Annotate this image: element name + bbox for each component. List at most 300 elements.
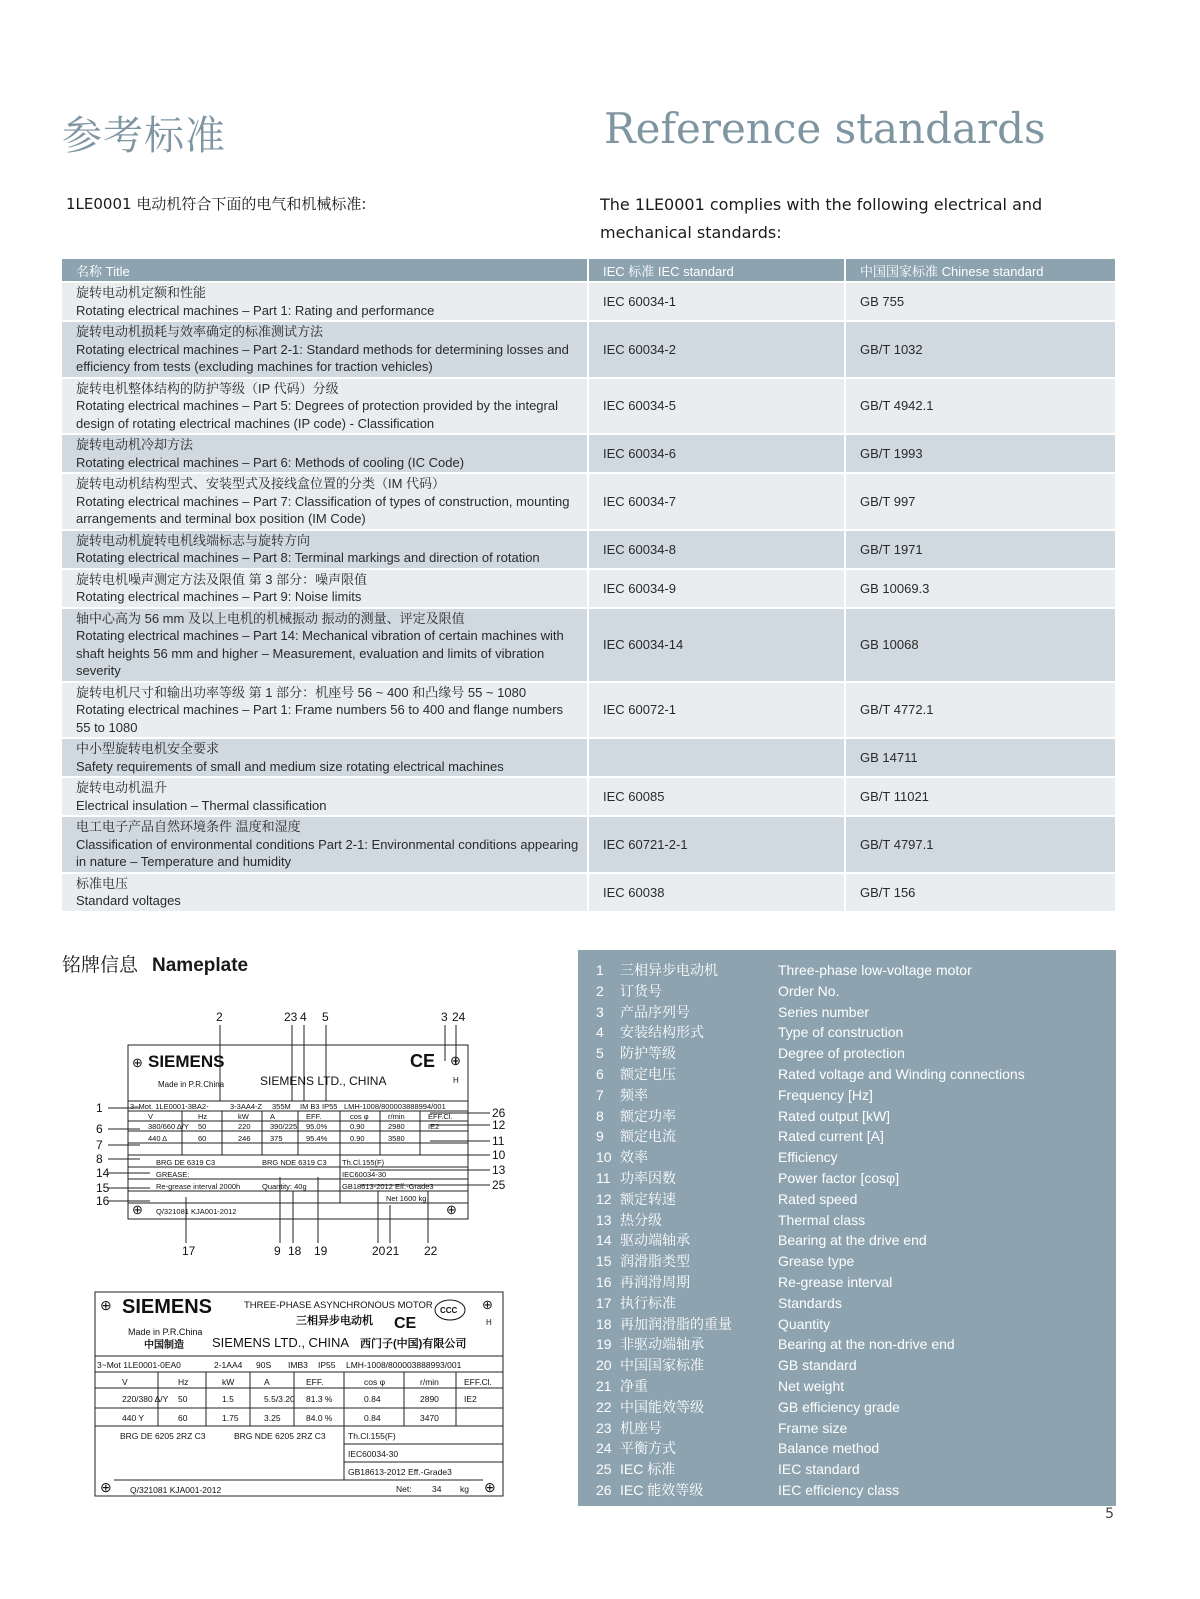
standard-title-cell [62, 473, 588, 530]
legend-label-cn: 产品序列号 [620, 1003, 690, 1020]
nameplate-cell: EFF. [306, 1377, 324, 1387]
iec-standard-cell: IEC 60072-1 [588, 682, 845, 739]
nameplate-diagram-1 [90, 1005, 510, 1267]
nameplate-cell: 2890 [420, 1394, 439, 1404]
plate2-made-in: Made in P.R.China [128, 1327, 203, 1337]
nameplate-cell: Hz [198, 1112, 208, 1121]
table-row [62, 378, 1116, 435]
chinese-standard-cell: GB/T 4797.1 [845, 816, 1116, 873]
standard-title-cell [62, 738, 588, 777]
nameplate-cell: 0.84 [364, 1394, 381, 1404]
legend-number: 24 [596, 1440, 612, 1457]
nameplate-cell: 246 [238, 1134, 251, 1143]
plate1-order: 3-3AA4-Z [230, 1102, 263, 1111]
legend-item [596, 1418, 847, 1438]
iec-standard-cell: IEC 60034-7 [588, 473, 845, 530]
nameplate-cell: 3.25 [264, 1413, 281, 1423]
iec-standard-cell: IEC 60034-14 [588, 608, 845, 682]
nameplate-cell: r/min [388, 1112, 405, 1121]
callout-number: 3 [441, 1010, 448, 1024]
standard-title-en: Rotating electrical machines – Part 1: Rating and performance [76, 302, 435, 318]
nameplate-cell: V [148, 1112, 154, 1121]
legend-number: 14 [596, 1232, 612, 1249]
table-row [62, 873, 1116, 911]
callout-number: 24 [452, 1010, 466, 1024]
standard-title-en: Rotating electrical machines – Part 14: Mechanical vibration of certain machines with shaft heights 56 mm and higher – Measurement, evaluation and limits of vibration severity [76, 628, 564, 678]
plate2-ccc-text: CCC [440, 1306, 458, 1315]
table-row [62, 682, 1116, 739]
legend-label-cn: 安装结构形式 [620, 1024, 704, 1041]
legend-label-cn: 非驱动端轴承 [620, 1336, 704, 1353]
legend-item [596, 1480, 899, 1500]
legend-number: 2 [596, 982, 604, 999]
callout-number: 16 [96, 1194, 110, 1208]
nameplate-cell: 81.3 % [306, 1394, 333, 1404]
plate1-thcl: Th.Cl.155(F) [342, 1158, 385, 1167]
plate1-company: SIEMENS LTD., CHINA [260, 1074, 387, 1088]
standards-table [62, 259, 1117, 911]
nameplate-cell: V [122, 1377, 128, 1387]
legend-label-en: Efficiency [778, 1149, 838, 1166]
callout-number: 20 [372, 1244, 386, 1258]
legend-label-en: IEC efficiency class [778, 1482, 900, 1498]
iec-standard-cell: IEC 60034-2 [588, 321, 845, 378]
nameplate-cell: IE2 [428, 1122, 440, 1131]
legend-label-cn: 效率 [620, 1149, 648, 1166]
intro-text-en: The 1LE0001 complies with the following electrical and mechanical standards: [600, 195, 1043, 242]
plate2-gb: GB18613-2012 Eff.-Grade3 [348, 1467, 452, 1477]
legend-label-en: Balance method [778, 1440, 880, 1457]
iec-standard-cell: IEC 60085 [588, 777, 845, 816]
legend-item [596, 981, 839, 1001]
callout-number: 18 [288, 1244, 302, 1258]
plate2-net-unit: kg [460, 1484, 469, 1494]
nameplate-cell: A [270, 1112, 276, 1121]
plate2-frame: 90S [256, 1360, 272, 1370]
legend-number: 21 [596, 1378, 612, 1394]
plate2-company: SIEMENS LTD., CHINA [212, 1335, 350, 1350]
nameplate-cell: 60 [198, 1134, 207, 1143]
plate2-ip: IP55 [318, 1360, 336, 1370]
legend-number: 13 [596, 1211, 612, 1228]
nameplate-cell: r/min [420, 1377, 439, 1387]
nameplate-cell: EFF. [306, 1112, 322, 1121]
plate1-net-weight: Net 1600 kg [386, 1194, 427, 1203]
legend-item [596, 1376, 844, 1396]
table-row [62, 282, 1116, 321]
standard-title-en: Rotating electrical machines – Part 6: Methods of cooling (IC Code) [76, 454, 465, 470]
legend-label-cn: 执行标准 [620, 1294, 676, 1311]
plate2-thcl: Th.Cl.155(F) [348, 1431, 396, 1441]
plate1-brg-de: BRG DE 6319 C3 [156, 1158, 216, 1167]
nameplate-cell: 440 Δ [148, 1134, 168, 1143]
plate1-made-in: Made in P.R.China [158, 1080, 225, 1089]
page-title-cn: 参考标准 [62, 113, 226, 159]
page-title-en: Reference standards [604, 104, 1046, 153]
nameplate-cell: 1.75 [222, 1413, 239, 1423]
legend-label-en: Net weight [778, 1378, 845, 1394]
legend-label-cn: 机座号 [620, 1419, 662, 1436]
legend-label-cn: 频率 [620, 1086, 648, 1103]
chinese-standard-cell: GB/T 997 [845, 473, 1116, 530]
plate2-made-in-cn: 中国制造 [144, 1340, 184, 1351]
plate2-mount-icon-br: ⊕ [484, 1479, 496, 1495]
plate2-serial: LMH-1008/800003888993/001 [346, 1360, 462, 1370]
standard-title-cell [62, 682, 588, 739]
legend-number: 15 [596, 1253, 612, 1270]
nameplate-cell: EFF.Cl. [464, 1377, 492, 1387]
plate1-mount-icon-br: ⊕ [446, 1202, 457, 1217]
legend-label-cn: 额定转速 [620, 1190, 676, 1207]
legend-item [596, 1147, 838, 1167]
legend-number: 4 [596, 1024, 604, 1041]
plate2-title-cn: 三相异步电动机 [296, 1315, 373, 1327]
iec-standard-cell: IEC 60034-8 [588, 530, 845, 569]
standard-title-cn: 旋转电机尺寸和输出功率等级 第 1 部分：机座号 56 ~ 400 和凸缘号 55 ~ 1080 [76, 684, 527, 700]
plate2-title-en: THREE-PHASE ASYNCHRONOUS MOTOR [244, 1300, 433, 1311]
iec-standard-cell: IEC 60034-9 [588, 569, 845, 608]
plate2-h-mark: H [486, 1318, 492, 1327]
legend-number: 1 [596, 962, 604, 978]
plate2-net-value: 34 [432, 1484, 442, 1494]
standard-title-en: Rotating electrical machines – Part 2-1: Standard methods for determining losses and efficiency from tests (excluding machines for traction vehicles) [76, 341, 569, 374]
legend-item [596, 1168, 899, 1188]
callout-number: 25 [492, 1178, 506, 1192]
nameplate-cell: 375 [270, 1134, 283, 1143]
table-header-row [62, 259, 1116, 282]
legend-label-cn: 额定电流 [620, 1128, 676, 1145]
legend-number: 20 [596, 1357, 612, 1374]
legend-label-en: Bearing at the drive end [778, 1232, 927, 1249]
callout-number: 7 [96, 1138, 103, 1152]
legend-label-en: Order No. [778, 982, 840, 999]
iec-standard-cell: IEC 60034-6 [588, 434, 845, 473]
nameplate-cell: kW [238, 1112, 249, 1121]
legend-number: 3 [596, 1003, 604, 1020]
nameplate-cell: cos φ [364, 1377, 386, 1387]
callout-number: 21 [386, 1244, 400, 1258]
legend-label-cn: 净重 [620, 1378, 648, 1394]
callout-number: 8 [96, 1152, 103, 1166]
plate1-gb: GB18613-2012 Eff.-Grade3 [342, 1182, 434, 1191]
standard-title-en: Rotating electrical machines – Part 1: Frame numbers 56 to 400 and flange numbers 55 to 1080 [76, 702, 564, 735]
nameplate-cell: 220 [238, 1122, 251, 1131]
legend-number: 22 [596, 1398, 612, 1415]
legend-item [596, 1293, 842, 1313]
legend-label-cn: 再加润滑脂的重量 [620, 1315, 732, 1332]
legend-item [596, 1043, 905, 1063]
legend-label-en: Rated output [kW] [778, 1107, 891, 1124]
plate1-iec: IEC60034-30 [342, 1170, 387, 1179]
callout-number: 14 [96, 1166, 110, 1180]
nameplate-cell: 220/380 Δ/Y [122, 1394, 169, 1404]
standard-title-cn: 轴中心高为 56 mm 及以上电机的机械振动 振动的测量、评定及限值 [76, 610, 465, 626]
standard-title-cn: 旋转电机整体结构的防护等级（IP 代码）分级 [76, 380, 339, 396]
legend-label-en: Degree of protection [778, 1045, 905, 1062]
table-row [62, 321, 1116, 378]
callout-number: 15 [96, 1181, 110, 1195]
legend-label-cn: 驱动端轴承 [620, 1232, 690, 1249]
callout-number: 26 [492, 1106, 506, 1120]
legend-number: 10 [596, 1149, 612, 1166]
legend-label-en: Bearing at the non-drive end [778, 1336, 955, 1353]
table-row [62, 738, 1116, 777]
page-number: 5 [1105, 1506, 1114, 1522]
nameplate-cell: Hz [178, 1377, 189, 1387]
nameplate-cell: 3470 [420, 1413, 439, 1423]
standard-title-cn: 旋转电动机温升 [76, 780, 168, 795]
intro-text-cn: 1LE0001 电动机符合下面的电气和机械标准: [66, 195, 367, 213]
nameplate-cell: 50 [178, 1394, 188, 1404]
standard-title-en: Standard voltages [76, 893, 181, 908]
chinese-standard-cell: GB 10069.3 [845, 569, 1116, 608]
table-row [62, 816, 1116, 873]
plate2-net-label: Net: [396, 1484, 412, 1494]
legend-label-cn: 润滑脂类型 [620, 1253, 690, 1270]
callout-number: 10 [492, 1148, 506, 1162]
chinese-standard-cell: GB/T 1993 [845, 434, 1116, 473]
standard-title-cell [62, 816, 588, 873]
plate2-brg-nde: BRG NDE 6205 2RZ C3 [234, 1431, 326, 1441]
callout-number: 5 [322, 1010, 329, 1024]
nameplate-cell: 84.0 % [306, 1413, 333, 1423]
chinese-standard-cell: GB/T 11021 [845, 777, 1116, 816]
iec-standard-cell: IEC 60721-2-1 [588, 816, 845, 873]
table-row [62, 777, 1116, 816]
legend-item [596, 1002, 869, 1022]
standard-title-cn: 旋转电动机旋转电机线端标志与旋转方向 [76, 532, 311, 548]
legend-label-en: IEC standard [778, 1461, 860, 1478]
legend-label-en: Quantity [778, 1315, 831, 1332]
nameplate-cell: 0.90 [350, 1134, 365, 1143]
table-row [62, 530, 1116, 569]
nameplate-cell: A [264, 1377, 270, 1387]
iec-standard-cell: IEC 60034-5 [588, 378, 845, 435]
legend-label-cn: IEC 能效等级 [620, 1482, 704, 1498]
legend-number: 16 [596, 1274, 612, 1290]
chinese-standard-cell: GB 755 [845, 282, 1116, 321]
callout-number: 2 [216, 1010, 223, 1024]
standard-title-en: Rotating electrical machines – Part 5: Degrees of protection provided by the integral design of rotating electrical machines (IP code) - Classification [76, 398, 558, 431]
nameplate-cell: 3580 [388, 1134, 405, 1143]
legend-label-cn: 热分级 [620, 1211, 662, 1228]
legend-label-cn: 额定功率 [620, 1107, 676, 1124]
nameplate-diagram-2 [94, 1290, 506, 1500]
nameplate-cell: 390/225 [270, 1122, 298, 1131]
plate2-iec: IEC60034-30 [348, 1449, 399, 1459]
legend-label-en: Power factor [cosφ] [778, 1170, 900, 1186]
legend-item [596, 1106, 890, 1126]
standard-title-cell [62, 530, 588, 569]
nameplate-legend [578, 950, 1116, 1506]
legend-label-en: GB efficiency grade [778, 1398, 900, 1415]
callout-number: 4 [300, 1010, 307, 1024]
nameplate-cell: 0.90 [350, 1122, 365, 1131]
legend-label-en: Three-phase low-voltage motor [778, 962, 972, 978]
nameplate-cell: 60 [178, 1413, 188, 1423]
chinese-standard-cell: GB/T 4942.1 [845, 378, 1116, 435]
plate1-standard: Q/321081 KJA001-2012 [156, 1207, 237, 1216]
legend-item [596, 1459, 860, 1479]
plate2-standard: Q/321081 KJA001-2012 [130, 1485, 222, 1495]
legend-item [596, 1355, 857, 1375]
nameplate-heading-cn: 铭牌信息 [62, 954, 139, 976]
standard-title-cell [62, 873, 588, 911]
legend-label-en: Frame size [778, 1419, 848, 1436]
legend-item [596, 1210, 865, 1230]
callout-number: 9 [274, 1244, 281, 1258]
legend-label-cn: 平衡方式 [620, 1440, 676, 1457]
legend-label-cn: 额定电压 [620, 1066, 676, 1082]
legend-label-en: Frequency [Hz] [778, 1086, 873, 1103]
callout-number: 19 [314, 1244, 328, 1258]
plate1-brg-nde: BRG NDE 6319 C3 [262, 1158, 327, 1167]
legend-item [596, 1314, 830, 1334]
callout-number: 23 [284, 1010, 298, 1024]
legend-label-cn: 防护等级 [620, 1045, 676, 1062]
standard-title-en: Rotating electrical machines – Part 8: Terminal markings and direction of rotation [76, 550, 540, 565]
callout-number: 11 [492, 1134, 505, 1148]
standard-title-cell [62, 321, 588, 378]
standard-title-cn: 中小型旋转电机安全要求 [76, 741, 220, 756]
nameplate-cell: IE2 [464, 1394, 477, 1404]
iec-standard-cell: IEC 60038 [588, 873, 845, 911]
legend-number: 7 [596, 1086, 604, 1103]
table-row [62, 608, 1116, 682]
plate1-im: IM B3 [300, 1102, 320, 1111]
legend-number: 18 [596, 1315, 612, 1332]
legend-label-en: Re-grease interval [778, 1274, 893, 1290]
standard-title-cn: 旋转电机噪声测定方法及限值 第 3 部分：噪声限值 [76, 571, 368, 587]
legend-label-cn: 再润滑周期 [620, 1274, 690, 1290]
plate1-ce-mark: CE [410, 1051, 436, 1071]
standard-title-en: Classification of environmental conditions Part 2-1: Environmental conditions appearing in nature – Temperature and humidity [76, 836, 579, 869]
legend-item [596, 1064, 1025, 1084]
nameplate-cell: 5.5/3.20 [264, 1394, 295, 1404]
standard-title-cell [62, 777, 588, 816]
plate1-grease: GREASE: [156, 1170, 190, 1179]
plate1-serial: LMH-1008/800003888994/001 [344, 1102, 446, 1111]
plate2-im: IMB3 [288, 1360, 308, 1370]
legend-item [596, 1189, 857, 1209]
plate2-mount-icon: ⊕ [100, 1297, 112, 1313]
legend-label-en: Rated current [A] [778, 1128, 884, 1145]
nameplate-cell: 2980 [388, 1122, 405, 1131]
plate1-frame: 355M [272, 1102, 291, 1111]
legend-number: 12 [596, 1190, 612, 1207]
plate2-ce-mark: CE [394, 1315, 417, 1332]
plate2-brg-de: BRG DE 6205 2RZ C3 [120, 1431, 206, 1441]
nameplate-cell: 95.4% [306, 1134, 328, 1143]
callout-number: 12 [492, 1118, 506, 1132]
nameplate-cell: 440 Y [122, 1413, 145, 1423]
standard-title-cell [62, 282, 588, 321]
plate1-ip: IP55 [322, 1102, 338, 1111]
callout-number: 13 [492, 1163, 506, 1177]
nameplate-cell: EFF.Cl. [428, 1112, 453, 1121]
standard-title-en: Rotating electrical machines – Part 9: Noise limits [76, 589, 362, 604]
legend-item [596, 1230, 927, 1250]
plate1-mount-icon: ⊕ [132, 1055, 143, 1070]
chinese-standard-cell: GB/T 1032 [845, 321, 1116, 378]
legend-item [596, 1022, 903, 1042]
legend-label-en: Standards [778, 1294, 842, 1311]
nameplate-cell: 0.84 [364, 1413, 381, 1423]
nameplate-cell: 1.5 [222, 1394, 234, 1404]
chinese-standard-cell: GB 14711 [845, 738, 1116, 777]
legend-label-en: Rated voltage and Winding connections [778, 1066, 1025, 1082]
chinese-standard-cell: GB/T 156 [845, 873, 1116, 911]
legend-label-cn: 订货号 [620, 982, 662, 999]
standard-title-cn: 标准电压 [76, 875, 129, 891]
legend-label-en: Rated speed [778, 1190, 858, 1207]
plate1-mount-icon-right: ⊕ [450, 1053, 461, 1068]
legend-label-cn: 中国能效等级 [620, 1398, 704, 1415]
plate1-quantity: Quantity: 40g [262, 1182, 307, 1191]
col-header-title: 名称 Title [62, 259, 588, 282]
nameplate-heading [62, 950, 248, 977]
legend-item [596, 1272, 892, 1292]
legend-label-en: Thermal class [778, 1211, 866, 1228]
legend-label-cn: 功率因数 [620, 1170, 676, 1186]
nameplate-cell: cos φ [350, 1112, 369, 1121]
plate1-motor: 3~Mot. 1LE0001-3BA2- [130, 1102, 209, 1111]
legend-label-cn: IEC 标准 [620, 1461, 676, 1478]
standard-title-cn: 旋转电动机结构型式、安装型式及接线盒位置的分类（IM 代码） [76, 476, 446, 491]
legend-number: 25 [596, 1461, 612, 1478]
plate2-mount-icon-bl: ⊕ [100, 1479, 112, 1495]
plate2-company-cn: 西门子(中国)有限公司 [360, 1338, 467, 1350]
plate1-mount-icon-bl: ⊕ [132, 1202, 143, 1217]
nameplate-cell: 50 [198, 1122, 207, 1131]
plate2-mount-icon-right: ⊕ [482, 1297, 493, 1312]
standard-title-en: Rotating electrical machines – Part 7: Classification of types of construction, mounting arrangements and terminal box position (IM Code) [76, 493, 570, 526]
standard-title-cell [62, 378, 588, 435]
legend-number: 6 [596, 1066, 604, 1082]
col-header-iec: IEC 标准 IEC standard [588, 259, 845, 282]
legend-number: 19 [596, 1336, 612, 1353]
legend-item [596, 960, 972, 980]
callout-number: 22 [424, 1244, 438, 1258]
legend-label-en: Type of construction [778, 1024, 904, 1041]
legend-number: 26 [596, 1482, 612, 1498]
legend-label-cn: 中国国家标准 [620, 1357, 704, 1374]
chinese-standard-cell: GB/T 4772.1 [845, 682, 1116, 739]
legend-number: 17 [596, 1294, 612, 1311]
standard-title-cn: 旋转电动机损耗与效率确定的标准测试方法 [76, 324, 324, 339]
standard-title-cn: 电工电子产品自然环境条件 温度和湿度 [76, 819, 301, 834]
legend-label-cn: 三相异步电动机 [620, 962, 718, 978]
standard-title-cell [62, 608, 588, 682]
nameplate-cell: 380/660 Δ/Y [148, 1122, 189, 1131]
nameplate-cell: kW [222, 1377, 235, 1387]
standard-title-cell [62, 434, 588, 473]
legend-item [596, 1251, 854, 1271]
legend-item [596, 1334, 955, 1354]
nameplate-cell: 95.0% [306, 1122, 328, 1131]
standard-title-en: Electrical insulation – Thermal classification [76, 797, 327, 813]
legend-number: 9 [596, 1128, 604, 1145]
table-row [62, 473, 1116, 530]
callout-number: 1 [96, 1101, 103, 1115]
plate1-brand: SIEMENS [148, 1052, 225, 1071]
nameplate-heading-en: Nameplate [152, 955, 249, 976]
plate1-h-mark: H [453, 1076, 459, 1085]
callout-number: 6 [96, 1122, 103, 1136]
standard-title-cn: 旋转电动机定额和性能 [76, 285, 207, 300]
legend-number: 11 [596, 1170, 611, 1186]
chinese-standard-cell: GB/T 1971 [845, 530, 1116, 569]
